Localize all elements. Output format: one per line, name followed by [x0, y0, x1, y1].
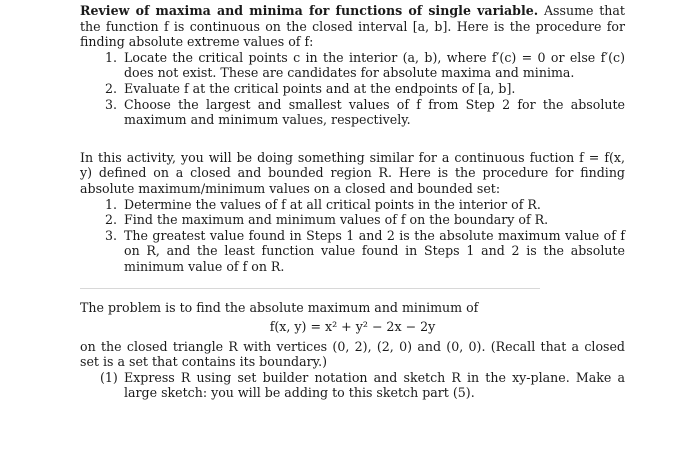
list-item	[80, 50, 625, 81]
intro-paragraph	[80, 3, 625, 50]
part-number: (1)	[100, 369, 118, 385]
step-text: Find the maximum and minimum values of f on the boundary of R.	[124, 212, 549, 228]
step-number: 3.	[105, 227, 118, 243]
step-text: Determine the values of f at all critical points in the interior of R.	[124, 196, 541, 212]
document-page	[80, 3, 625, 401]
list-item	[80, 212, 625, 228]
step-number: 2.	[105, 212, 118, 228]
step-number: 3.	[105, 96, 118, 112]
step-text: The greatest value found in Steps 1 and 2 is the absolute maximum value of f on R, and the least function value found in Steps 1 and 2 is the absolute minimum value of f on R.	[124, 227, 625, 274]
step-number: 1.	[105, 49, 118, 65]
list-item	[80, 81, 625, 97]
problem-lead: The problem is to find the absolute maximum and minimum of	[80, 299, 479, 315]
step-text: Evaluate f at the critical points and at the endpoints of [a, b].	[124, 80, 516, 96]
list-item	[80, 97, 625, 128]
problem-text: on the closed triangle R with vertices (0, 2), (2, 0) and (0, 0). (Recall that a closed set is a set that contains its boundary.)	[80, 338, 625, 370]
part-1	[80, 370, 625, 401]
two-variable-steps	[80, 197, 625, 275]
list-item	[80, 228, 625, 275]
step-text: Locate the critical points c in the interior (a, b), where f′(c) = 0 or else f′(c) does not exist. These are candidates for absolute maxima and minima.	[124, 49, 625, 81]
section-divider	[80, 288, 540, 289]
list-item	[80, 197, 625, 213]
single-variable-steps	[80, 50, 625, 128]
step-number: 2.	[105, 80, 118, 96]
activity-paragraph: In this activity, you will be doing something similar for a continuous fuction f = f(x, y) defined on a closed and bounded region R. Here is the procedure for finding absolute maximum/minimum values on a closed and bounded set:	[80, 149, 625, 196]
part-text: Express R using set builder notation and sketch R in the xy-plane. Make a large sketch: you will be adding to this sketch part (5).	[124, 369, 625, 401]
step-number: 1.	[105, 196, 118, 212]
step-text: Choose the largest and smallest values of f from Step 2 for the absolute maximum and minimum values, respectively.	[124, 96, 625, 128]
intro-text: Assume that the function f is continuous on the closed interval [a, b]. Here is the procedure for finding absolute extreme values of f:	[80, 3, 625, 50]
intro-heading: Review of maxima and minima for functions of single variable.	[80, 3, 539, 18]
function-formula: f(x, y) = x² + y² − 2x − 2y	[269, 319, 436, 335]
